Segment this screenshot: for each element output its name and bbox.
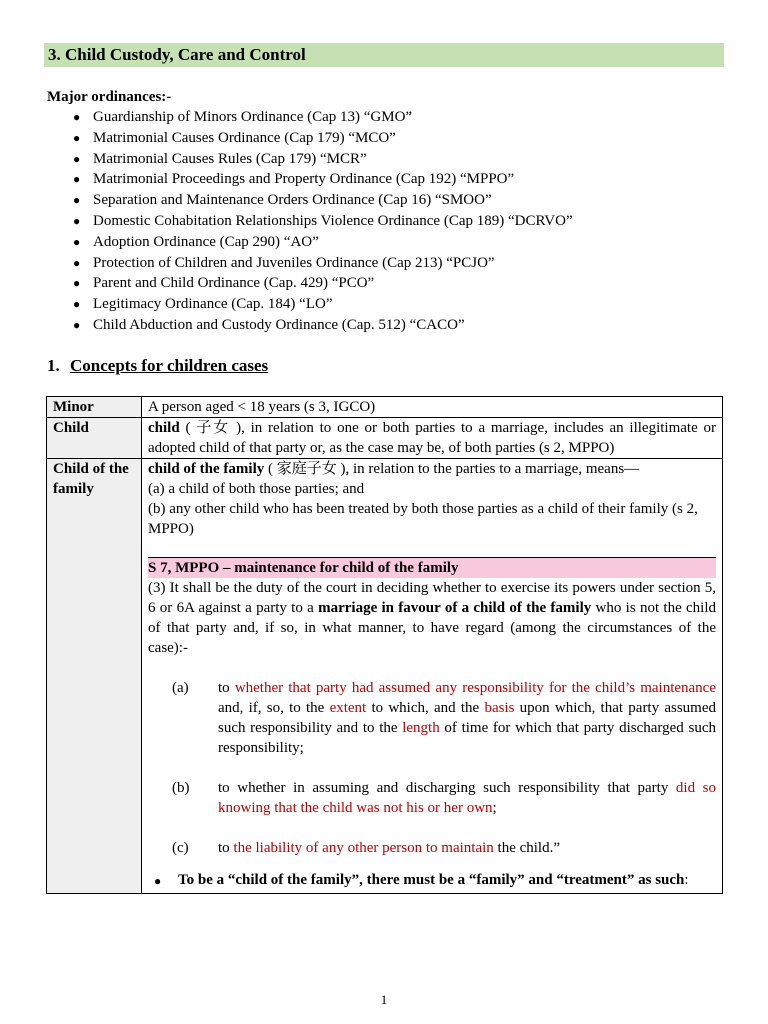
bullet-icon: ● [73, 255, 81, 270]
section-title: 3. Child Custody, Care and Control [44, 43, 724, 67]
list-item: ● Adoption Ordinance (Cap 290) “AO” [47, 232, 573, 253]
bullet-icon: ● [73, 110, 81, 124]
list-item: ● Protection of Children and Juveniles Ordinance (Cap 213) “PCJO” [47, 253, 573, 274]
list-item: ● Matrimonial Causes Rules (Cap 179) “MCR” [47, 149, 573, 170]
list-item: ● Guardianship of Minors Ordinance (Cap 13) “GMO” [47, 107, 573, 128]
bullet-icon: ● [73, 172, 81, 187]
cof-item-a: (a) a child of both those parties; and [148, 481, 365, 497]
bullet-icon: ● [73, 317, 81, 332]
definition-minor: A person aged < 18 years (s 3, IGCO) [142, 397, 723, 418]
definition-child-of-family [142, 459, 723, 894]
concepts-table [46, 396, 723, 894]
list-item: ● Parent and Child Ordinance (Cap. 429) “PCO” [47, 273, 573, 294]
ordinance-list [47, 107, 573, 336]
bullet-icon: ● [73, 130, 81, 145]
s7-para-b: (b) to whether in assuming and discharging such responsibility that party did so knowing that the child was not his or her own; [172, 780, 717, 816]
child-of-family-bullet: ● To be a “child of the family”, there must be a “family” and “treatment” as such: [148, 870, 716, 893]
s7-heading: S 7, MPPO – maintenance for child of the family [148, 557, 716, 578]
bullet-icon: ● [73, 213, 81, 228]
table-row-child-of-family [47, 459, 723, 894]
cof-definition: child of the family ( 家庭子女 ), in relation to the parties to a marriage, means— [148, 461, 640, 477]
list-item: ● Separation and Maintenance Orders Ordinance (Cap 16) “SMOO” [47, 190, 573, 211]
list-item: ● Matrimonial Causes Ordinance (Cap 179) “MCO” [47, 128, 573, 149]
page-number: 1 [380, 992, 388, 1007]
list-item: ● Domestic Cohabitation Relationships Violence Ordinance (Cap 189) “DCRVO” [47, 211, 573, 232]
bullet-icon: ● [73, 297, 81, 312]
bullet-icon: ● [154, 874, 162, 888]
major-ordinances-label: Major ordinances:- [47, 89, 172, 105]
bullet-icon: ● [73, 193, 81, 208]
cof-item-b: (b) any other child who has been treated by both those parties as a child of their family (s 2, MPPO) [148, 501, 698, 537]
bullet-icon: ● [73, 151, 81, 166]
s7-para-a: (a) to whether that party had assumed any responsibility for the child’s maintenance and, if, so, to the extent to which, and the basis upon which, that party assumed such responsibility and to the length of time for which that party discharged such responsibility; [172, 680, 716, 756]
bullet-icon: ● [73, 234, 81, 249]
definition-child: child ( 子女 ), in relation to one or both parties to a marriage, includes an illegitimate or adopted child of that party or, as the case may be, of both parties (s 2, MPPO) [142, 418, 723, 459]
concepts-heading [47, 355, 268, 377]
list-item: ● Matrimonial Proceedings and Property Ordinance (Cap 192) “MPPO” [47, 169, 573, 190]
term-child: Child [47, 418, 142, 459]
bullet-icon: ● [73, 276, 81, 291]
term-child-of-family: Child of the family [47, 459, 142, 894]
list-item: ● Child Abduction and Custody Ordinance (Cap. 512) “CACO” [47, 315, 573, 336]
s7-para-c: (c) to the liability of any other person to maintain the child.” [172, 840, 561, 856]
list-item: ● Legitimacy Ordinance (Cap. 184) “LO” [47, 294, 573, 315]
table-row-child [47, 418, 723, 459]
heading-number: 1. [47, 356, 60, 375]
heading-text: Concepts for children cases [70, 356, 269, 375]
table-row-minor [47, 397, 723, 418]
s7-intro: (3) It shall be the duty of the court in deciding whether to exercise its powers under section 5, 6 or 6A against a party to a marriage in favour of a child of the family who is not the child of that party and, if so, in what manner, to have regard (among the circumstances of the case):- [148, 580, 717, 656]
term-minor: Minor [47, 397, 142, 418]
